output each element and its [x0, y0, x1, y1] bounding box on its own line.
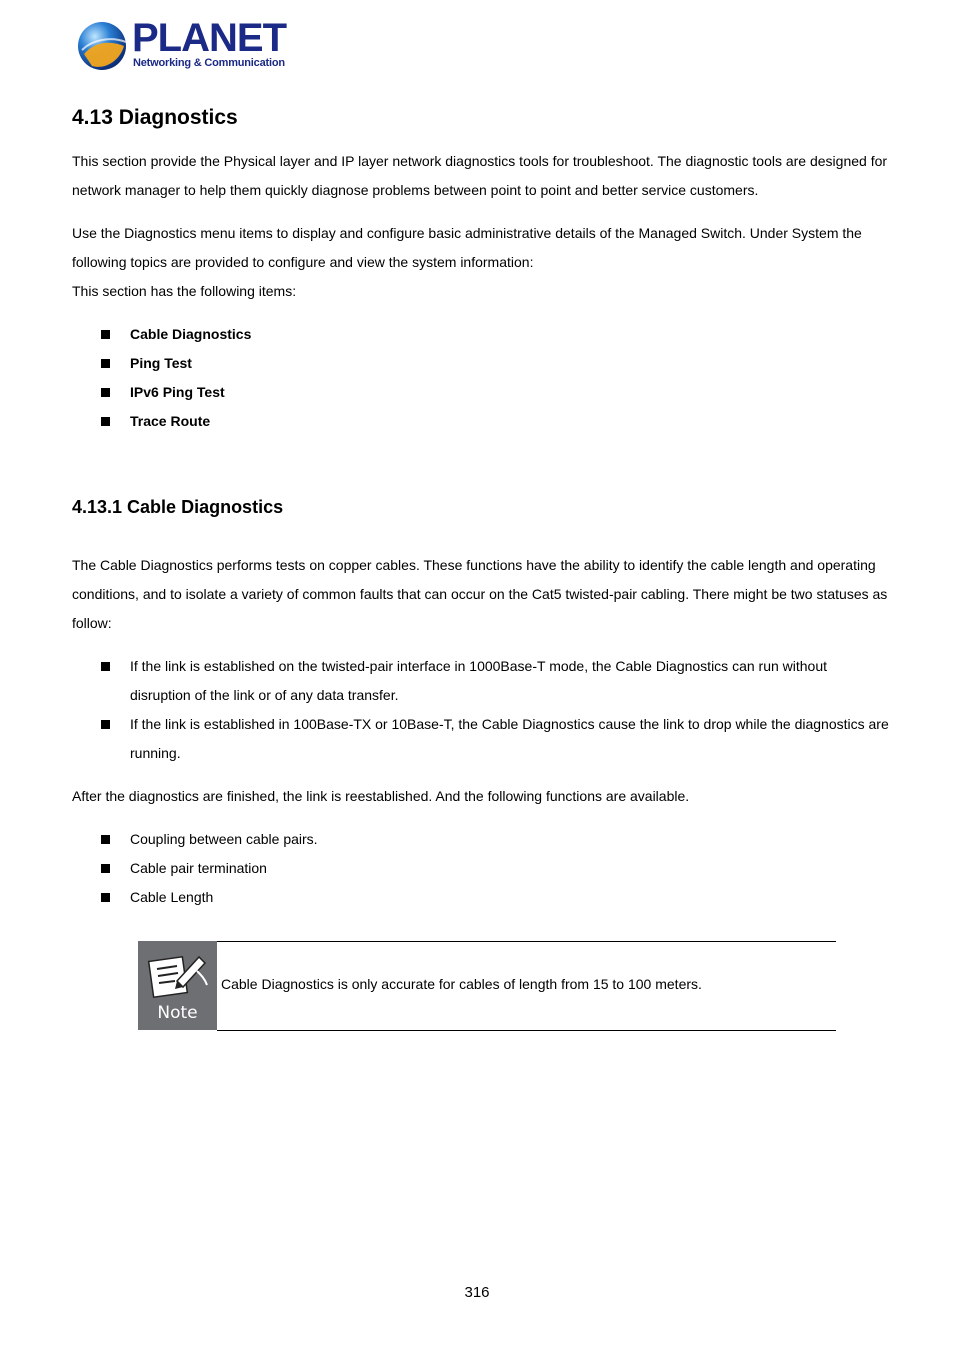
section-intro-1: This section provide the Physical layer and IP layer network diagnostics tools for troubleshoot. The diagnostic tools are designed for network manager to help them quickly diagnose problems between point to point and better service customers.: [72, 153, 888, 198]
page-number: 316: [464, 1284, 490, 1301]
list-item: Trace Route: [100, 407, 251, 436]
list-item: Ping Test: [100, 349, 251, 378]
note-label: Note: [157, 1003, 198, 1023]
logo-tagline: Networking & Communication: [133, 57, 285, 69]
section-intro-3: This section has the following items:: [72, 283, 297, 299]
list-item: Cable Length: [100, 883, 318, 912]
note-box: [138, 941, 836, 1030]
status-list: [100, 652, 890, 768]
note-icon: [138, 941, 217, 1030]
logo-wordmark: PLANET: [132, 16, 286, 60]
section-items-list: [100, 320, 251, 436]
list-item: IPv6 Ping Test: [100, 378, 251, 407]
note-text: Cable Diagnostics is only accurate for cables of length from 15 to 100 meters.: [221, 976, 702, 992]
subsection-intro: The Cable Diagnostics performs tests on copper cables. These functions have the ability to identify the cable length and operating conditions, and to isolate a variety of common faults that can occur on the Cat5 twisted-pair cabling. There might be two statuses as follow:: [72, 557, 888, 631]
list-item: If the link is established in 100Base-TX or 10Base-T, the Cable Diagnostics cause the link to drop while the diagnostics are running.: [100, 710, 890, 768]
globe-icon: [76, 20, 128, 72]
section-intro-2: Use the Diagnostics menu items to display and configure basic administrative details of the Managed Switch. Under System the following topics are provided to configure and view the system information:: [72, 225, 862, 270]
list-item: Coupling between cable pairs.: [100, 825, 318, 854]
subsection-after: After the diagnostics are finished, the link is reestablished. And the following functions are available.: [72, 788, 690, 804]
list-item: If the link is established on the twisted-pair interface in 1000Base-T mode, the Cable Diagnostics can run without disruption of the link or of any data transfer.: [100, 652, 890, 710]
note-content: [217, 941, 836, 1031]
section-title: 4.13 Diagnostics: [72, 106, 238, 129]
subsection-title: 4.13.1 Cable Diagnostics: [72, 497, 284, 517]
list-item: Cable Diagnostics: [100, 320, 251, 349]
planet-logo: [76, 16, 286, 74]
functions-list: [100, 825, 318, 912]
list-item: Cable pair termination: [100, 854, 318, 883]
